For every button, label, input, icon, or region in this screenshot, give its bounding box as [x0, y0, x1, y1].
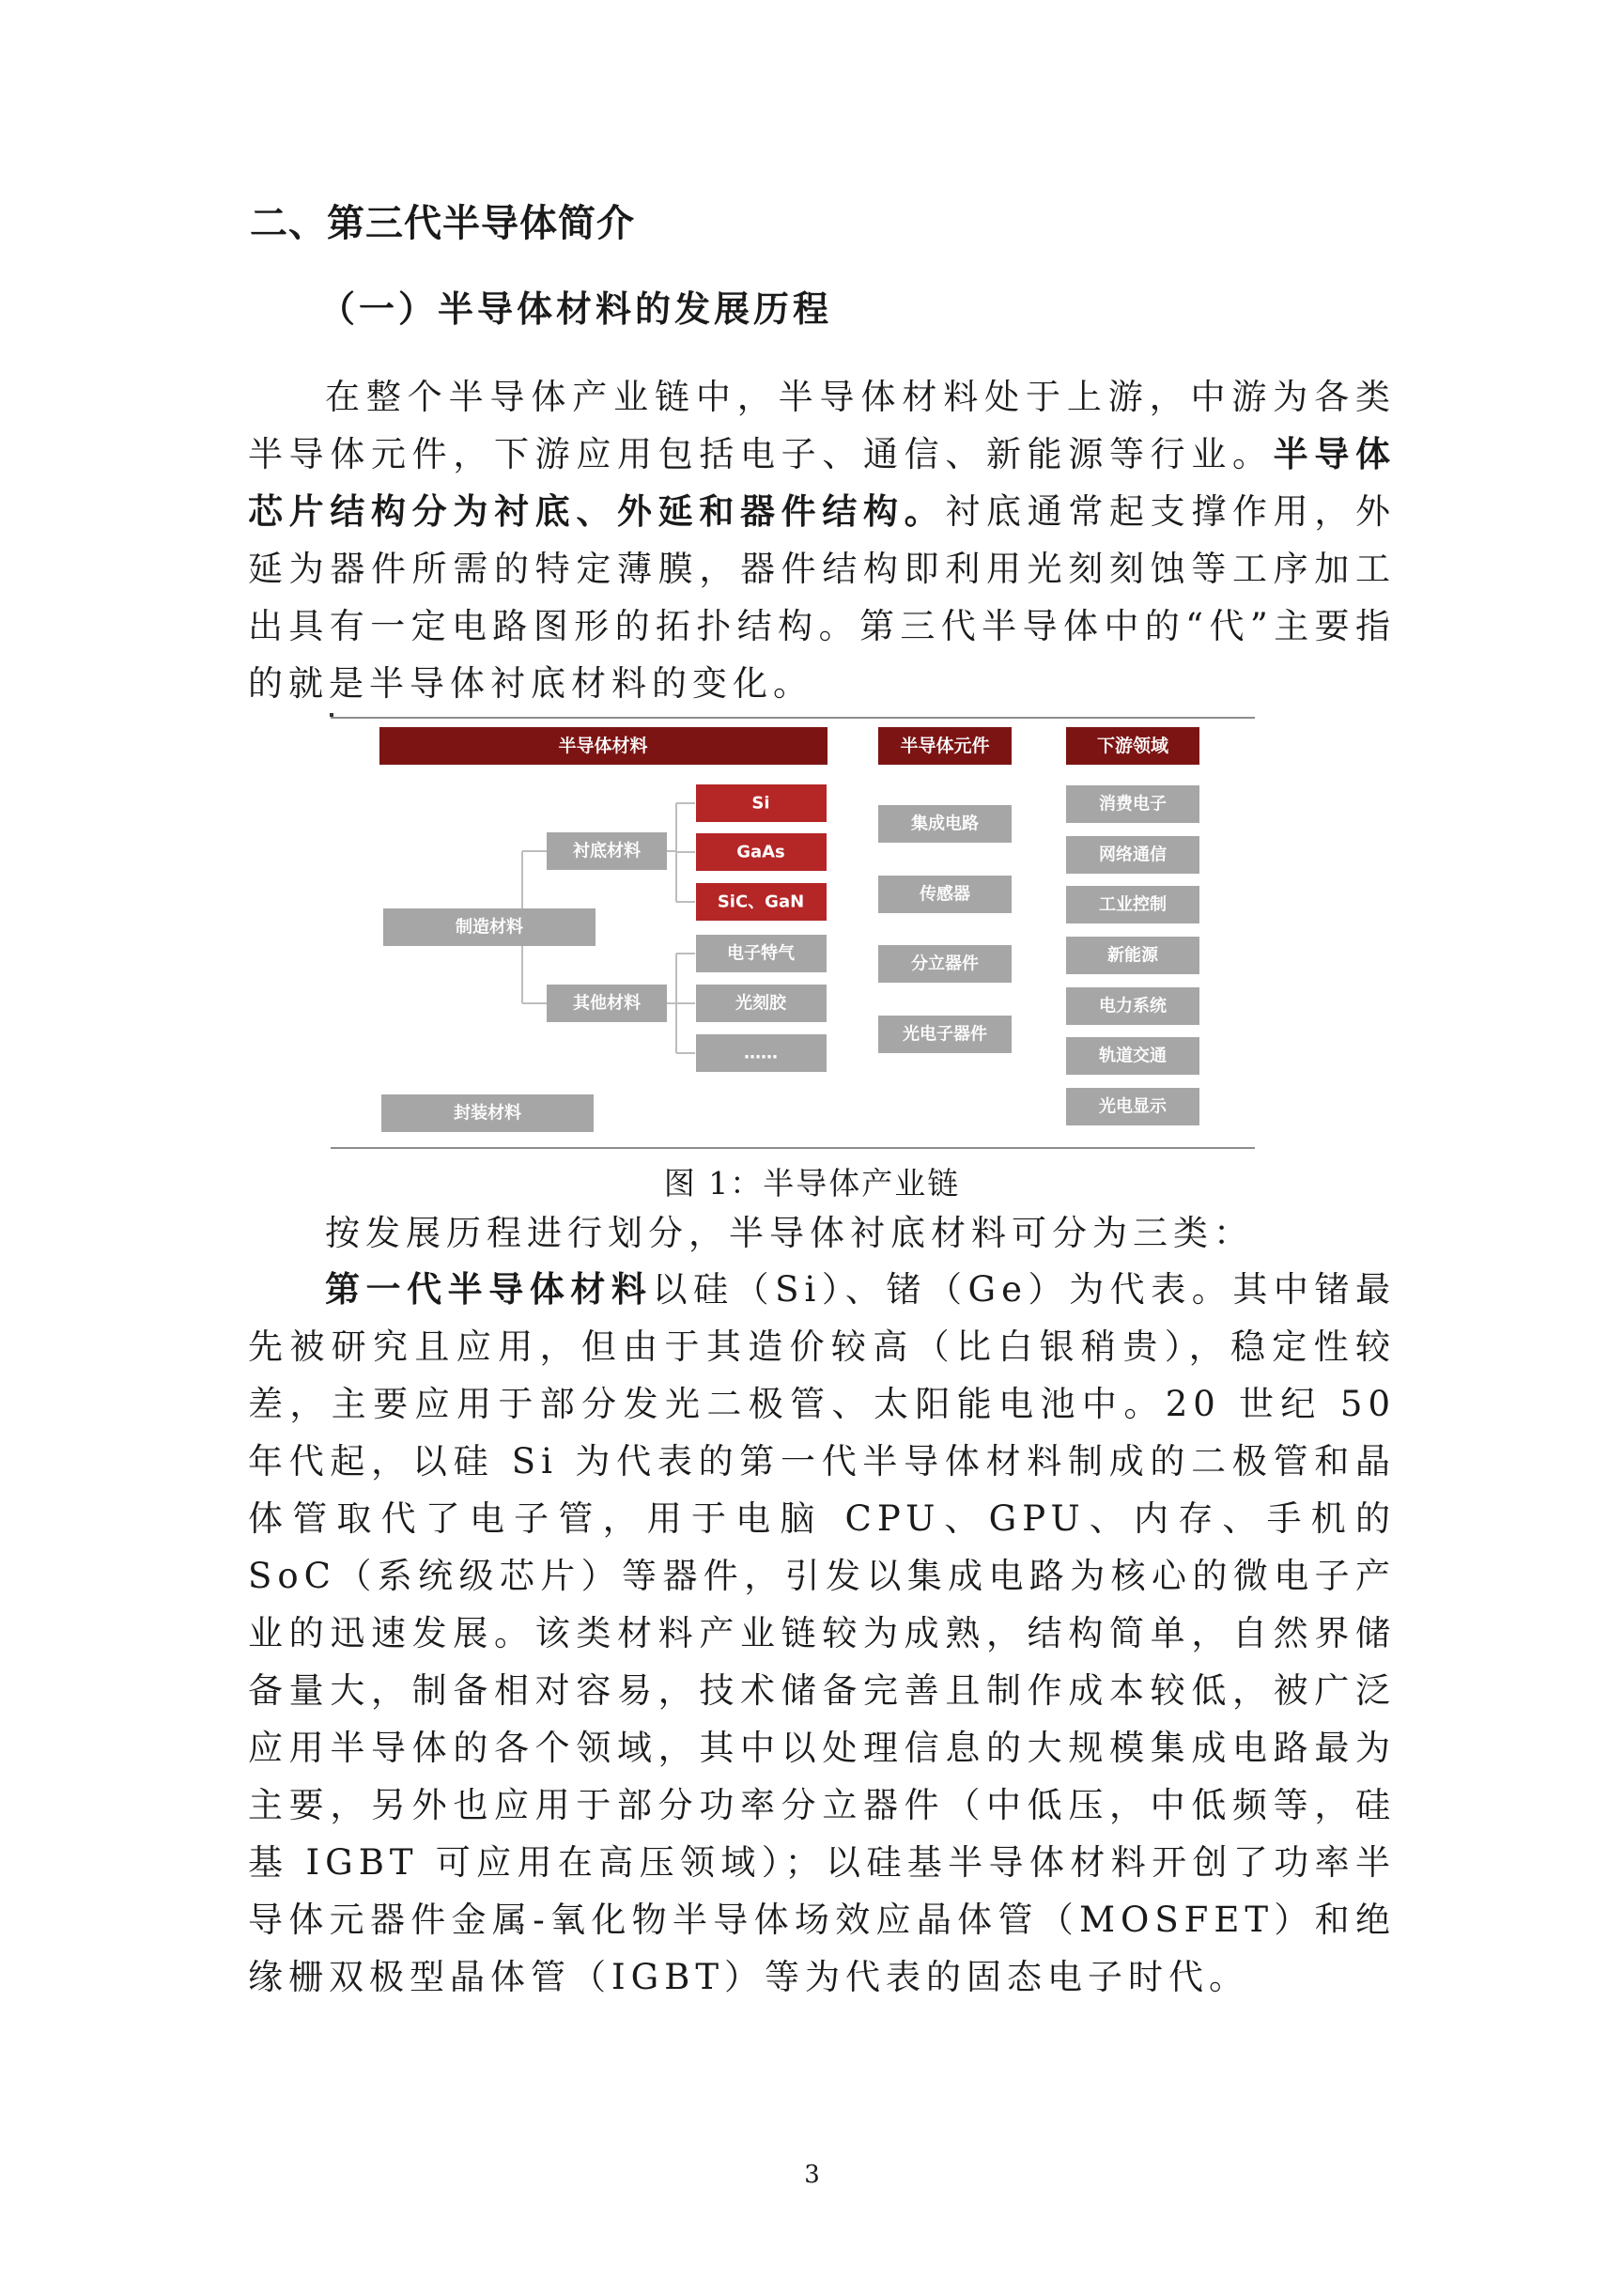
- downstream-consumer-label: 消费电子: [1099, 794, 1167, 814]
- component-sensor-label: 传感器: [920, 884, 970, 905]
- packaging-materials-label: 封装材料: [454, 1103, 521, 1124]
- manufacturing-materials-label: 制造材料: [456, 917, 523, 938]
- classification-paragraph: 按发展历程进行划分，半导体衬底材料可分为三类：: [325, 1213, 1254, 1253]
- substrate-item-gaas-label: GaAs: [736, 842, 785, 862]
- intro-bold-text: 半导体芯片结构分为衬底、外延和器件结构。: [248, 434, 1397, 532]
- subsection-heading: （一）半导体材料的发展历程: [319, 287, 833, 330]
- downstream-new-energy-label: 新能源: [1107, 945, 1158, 966]
- page-number: 3: [804, 2161, 820, 2189]
- first-generation-paragraph: [248, 1261, 1396, 2006]
- other-materials-label: 其他材料: [573, 993, 641, 1014]
- substrate-item-sic-gan-label: SiC、GaN: [717, 892, 805, 912]
- downstream-network-label: 网络通信: [1099, 845, 1167, 865]
- other-item-ellipsis-label: ……: [744, 1043, 778, 1063]
- substrate-materials-label: 衬底材料: [573, 841, 641, 861]
- downstream-industrial-label: 工业控制: [1099, 894, 1167, 915]
- component-ic-label: 集成电路: [911, 814, 979, 834]
- intro-text-2: 衬底通常起支撑作用，外延为器件所需的特定薄膜，器件结构即利用光刻刻蚀等工序加工出具有一定电路图形的拓扑结构。第三代半导体中的“代”主要指的就是半导体衬底材料的变化。: [248, 491, 1397, 704]
- first-generation-text: 以硅（Si）、锗（Ge）为代表。其中锗最先被研究且应用，但由于其造价较高（比白银稍贵），稳定性较差，主要应用于部分发光二极管、太阳能电池中。20 世纪 50 年代起，以硅 Si 为代表的第一代半导体材料制成的二极管和晶体管取代了电子管，用于电脑 CPU、GPU、内存、手机的 SoC（系统级芯片）等器件，引发以集成电路为核心的微电子产业的迅速发展。该类材料产业链较为成熟，结构简单，自然界储备量大，制备相对容易，技术储备完善且制作成本较低，被广泛应用半导体的各个领域，其中以处理信息的大规模集成电路最为主要，另外也应用于部分功率分立器件（中低压，中低频等，硅基 IGBT 可应用在高压领域）；以硅基半导体材料开创了功率半导体元器件金属-氧化物半导体场效应晶体管（MOSFET）和绝缘栅双极型晶体管（IGBT）等为代表的固态电子时代。: [248, 1269, 1396, 1997]
- substrate-item-si-label: Si: [751, 793, 770, 814]
- downstream-power-label: 电力系统: [1099, 996, 1167, 1016]
- header-materials-label: 半导体材料: [558, 736, 648, 756]
- figure-bullet-mark: [330, 713, 333, 717]
- component-optoelectronic-label: 光电子器件: [903, 1024, 987, 1045]
- downstream-display-label: 光电显示: [1099, 1096, 1167, 1117]
- first-generation-bold-text: 第一代半导体材料: [325, 1269, 653, 1310]
- other-item-gas-label: 电子特气: [727, 943, 795, 964]
- section-heading: 二、第三代半导体简介: [250, 202, 635, 245]
- downstream-rail-label: 轨道交通: [1099, 1046, 1167, 1066]
- header-downstream-label: 下游领域: [1096, 736, 1169, 756]
- figure-caption: 图 1：半导体产业链: [663, 1165, 961, 1202]
- header-components-label: 半导体元件: [900, 736, 990, 756]
- other-item-photoresist-label: 光刻胶: [735, 993, 786, 1014]
- component-discrete-label: 分立器件: [911, 954, 979, 974]
- intro-text-1: 在整个半导体产业链中，半导体材料处于上游，中游为各类半导体元件，下游应用包括电子、通信、新能源等行业。: [248, 377, 1396, 474]
